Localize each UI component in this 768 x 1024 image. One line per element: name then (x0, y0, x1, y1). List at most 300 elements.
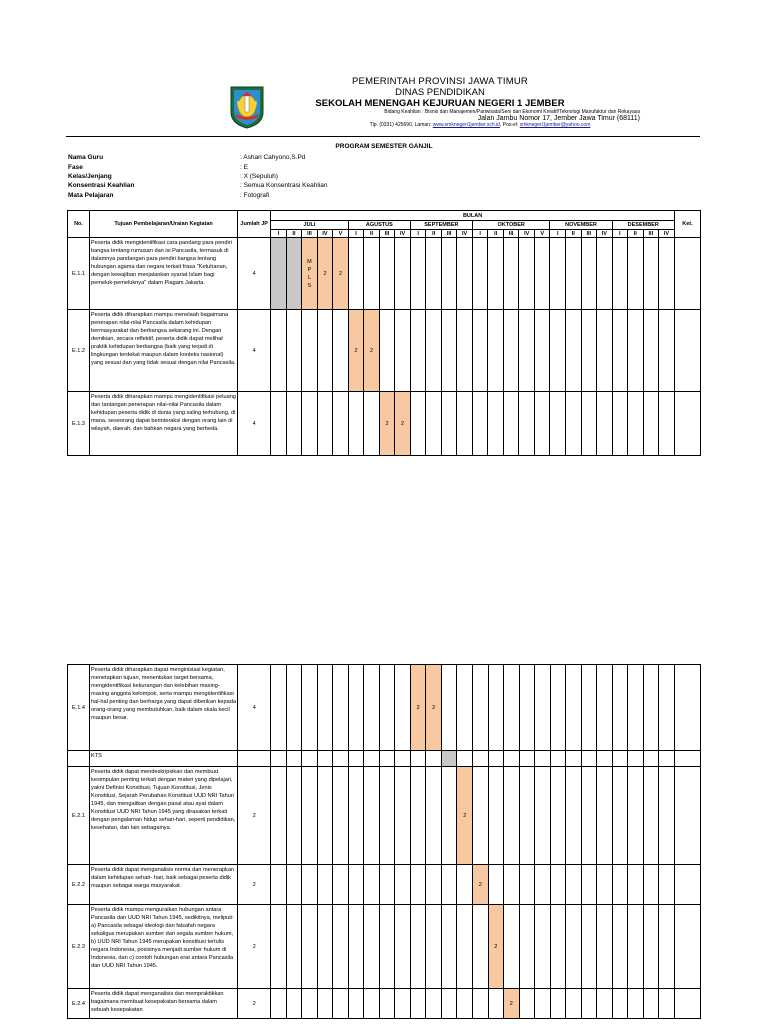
week-cell (566, 751, 582, 767)
week-cell (426, 865, 442, 905)
header-week: I (472, 230, 488, 238)
week-cell (534, 238, 550, 310)
row-jumlah-jp: 4 (238, 238, 271, 310)
letterhead-divider (66, 136, 700, 137)
row-jumlah-jp: 4 (238, 310, 271, 392)
week-cell (271, 238, 287, 310)
week-cell: 2 (364, 310, 380, 392)
week-cell (441, 392, 457, 456)
week-cell (550, 767, 566, 865)
semester-program-table-page2 (67, 664, 701, 1019)
week-cell (535, 767, 551, 865)
week-cell (317, 767, 333, 865)
week-cell (271, 989, 287, 1019)
week-cell (379, 865, 395, 905)
header-week: II (286, 230, 302, 238)
week-cell (612, 310, 628, 392)
info-value: : Fotografi (240, 192, 270, 199)
week-cell (317, 310, 333, 392)
week-cell (302, 751, 318, 767)
week-cell (504, 865, 520, 905)
row-number: E.2.2 (68, 865, 90, 905)
week-cell (286, 238, 302, 310)
week-cell (659, 751, 675, 767)
week-cell (441, 865, 457, 905)
week-cell: 2 (348, 310, 364, 392)
week-cell (519, 989, 535, 1019)
week-cell (286, 989, 302, 1019)
row-number: E.2.1 (68, 767, 90, 865)
week-cell (628, 310, 644, 392)
week-cell (395, 310, 411, 392)
week-cell (612, 905, 628, 989)
week-cell (488, 767, 504, 865)
week-cell (504, 751, 520, 767)
week-cell (286, 392, 302, 456)
header-week: V (534, 230, 550, 238)
week-cell (472, 310, 488, 392)
week-cell (534, 392, 550, 456)
week-cell (348, 905, 364, 989)
week-cell (628, 989, 644, 1019)
info-label: Kelas/Jenjang (68, 173, 112, 180)
table-row (68, 865, 701, 905)
week-cell (504, 665, 520, 751)
week-cell (550, 989, 566, 1019)
row-number: E.1.1 (68, 238, 90, 310)
week-cell (643, 310, 659, 392)
week-cell (643, 238, 659, 310)
week-cell (364, 865, 380, 905)
week-cell (395, 989, 411, 1019)
week-cell (457, 238, 473, 310)
week-cell (286, 767, 302, 865)
school-email-link[interactable]: smknegeri1jember@yahoo.com (519, 122, 591, 128)
week-cell (348, 392, 364, 456)
week-cell (271, 392, 287, 456)
header-week: III (643, 230, 659, 238)
letterhead-province: PEMERINTAH PROVINSI JAWA TIMUR (352, 76, 528, 87)
week-cell: 2 (504, 989, 520, 1019)
week-cell (302, 665, 318, 751)
week-cell (364, 392, 380, 456)
week-cell (379, 905, 395, 989)
table-row (68, 238, 701, 310)
week-cell (659, 665, 675, 751)
week-cell (271, 665, 287, 751)
week-cell (519, 767, 535, 865)
week-cell (519, 865, 535, 905)
week-cell (550, 238, 566, 310)
week-cell (271, 751, 287, 767)
header-jumlah-jp: Jumlah JP (238, 211, 271, 238)
contact-email-label: , Pos-el: (499, 122, 519, 128)
week-cell (503, 310, 519, 392)
week-cell (333, 989, 349, 1019)
header-week: III (581, 230, 597, 238)
header-month: AGUSTUS (348, 221, 410, 230)
letterhead-contact (240, 122, 640, 128)
week-cell (302, 238, 318, 310)
week-cell (441, 905, 457, 989)
week-cell (426, 310, 442, 392)
week-cell (395, 865, 411, 905)
row-number: E.2.3 (68, 905, 90, 989)
week-cell (597, 905, 613, 989)
letterhead-school-name: SEKOLAH MENENGAH KEJURUAN NEGERI 1 JEMBER (315, 98, 565, 109)
header-no: No. (68, 211, 90, 238)
week-cell (410, 905, 426, 989)
week-cell (659, 865, 675, 905)
contact-phone: Tlp. (0331) 425690, Laman: (369, 122, 432, 128)
row-description: Peserta didik diharapkan dapat menginisiasi kegiatan, menetapkan tujuan, menentukan target bersama, mengidentifikasi kekurangan dan kelebihan masing- masing anggota kelompok, serta mampu mengidentifikasi hal-hal penting dan berharga yang dapat diberikan kepada orang-orang yang membutuhkan, baik dalam skala kecil maupun besar. (90, 665, 238, 751)
header-row-bulan (68, 211, 701, 221)
week-cell (426, 751, 442, 767)
header-week: I (348, 230, 364, 238)
week-cell (457, 865, 473, 905)
week-cell (348, 751, 364, 767)
week-cell (550, 310, 566, 392)
week-cell (286, 865, 302, 905)
header-week: I (612, 230, 628, 238)
week-cell (566, 905, 582, 989)
week-cell (333, 865, 349, 905)
week-cell (597, 238, 613, 310)
table-row (68, 665, 701, 751)
row-number: E.1.2 (68, 310, 90, 392)
week-cell (410, 392, 426, 456)
week-cell (348, 767, 364, 865)
row-number (68, 751, 90, 767)
week-cell (612, 238, 628, 310)
week-cell (628, 751, 644, 767)
header-month: DESEMBER (612, 221, 674, 230)
school-website-link[interactable]: www.smknegeri1jember.sch.id (432, 122, 500, 128)
week-cell (271, 767, 287, 865)
week-cell (426, 905, 442, 989)
week-cell (535, 751, 551, 767)
row-jumlah-jp: 4 (238, 665, 271, 751)
week-cell (379, 665, 395, 751)
header-week: II (364, 230, 380, 238)
week-cell (519, 751, 535, 767)
week-cell: 2 (333, 238, 349, 310)
header-week: IV (395, 230, 411, 238)
header-month: SEPTEMBER (410, 221, 472, 230)
table-row (68, 392, 701, 456)
week-cell (597, 310, 613, 392)
week-cell (395, 665, 411, 751)
week-cell (271, 905, 287, 989)
week-cell (441, 310, 457, 392)
week-cell (302, 392, 318, 456)
row-jumlah-jp: 2 (238, 865, 271, 905)
week-cell (379, 989, 395, 1019)
week-cell (441, 665, 457, 751)
week-cell (535, 865, 551, 905)
row-description: Peserta didik dapat menganalisis dan mempraktikkan bagaimana membuat kesepakatan bersama dalam sebuah kesepakatan (90, 989, 238, 1019)
week-cell (348, 865, 364, 905)
row-ket (674, 665, 700, 751)
week-cell (503, 392, 519, 456)
week-cell (581, 767, 597, 865)
week-cell (659, 392, 675, 456)
week-cell (504, 905, 520, 989)
table-row (68, 989, 701, 1019)
week-cell (473, 989, 489, 1019)
week-cell (566, 665, 582, 751)
info-label: Mata Pelajaran (68, 192, 114, 199)
week-cell (271, 865, 287, 905)
week-cell (473, 905, 489, 989)
info-label: Fase (68, 164, 83, 171)
week-cell (286, 751, 302, 767)
week-cell (519, 310, 535, 392)
week-cell (612, 865, 628, 905)
week-cell (473, 751, 489, 767)
week-cell (441, 767, 457, 865)
row-jumlah-jp: 2 (238, 989, 271, 1019)
week-cell (333, 392, 349, 456)
week-cell (473, 665, 489, 751)
week-cell (550, 751, 566, 767)
header-tujuan: Tujuan Pembelajaran/Uraian Kegiatan (90, 211, 238, 238)
week-cell (395, 767, 411, 865)
week-cell: 2 (457, 767, 473, 865)
week-cell (395, 905, 411, 989)
week-cell (612, 751, 628, 767)
week-cell (628, 767, 644, 865)
week-cell (535, 665, 551, 751)
week-cell (473, 767, 489, 865)
week-cell (457, 989, 473, 1019)
week-cell (410, 238, 426, 310)
week-cell (302, 865, 318, 905)
header-week: III (441, 230, 457, 238)
week-cell (379, 310, 395, 392)
week-cell (441, 238, 457, 310)
week-cell (628, 865, 644, 905)
info-value: : Ashari Cahyono,S.Pd (240, 154, 306, 161)
week-cell (395, 751, 411, 767)
week-cell (519, 238, 535, 310)
info-label: Nama Guru (68, 154, 104, 161)
week-cell (410, 989, 426, 1019)
row-jumlah-jp: 4 (238, 392, 271, 456)
week-cell: 2 (395, 392, 411, 456)
letterhead-address: Jalan Jambu Nomor 17, Jember Jawa Timur (68111) (477, 115, 640, 122)
header-week: II (488, 230, 504, 238)
week-cell (488, 751, 504, 767)
week-cell (581, 865, 597, 905)
week-cell (581, 989, 597, 1019)
week-cell (286, 310, 302, 392)
week-cell (410, 865, 426, 905)
week-cell (348, 989, 364, 1019)
week-cell (302, 989, 318, 1019)
week-cell (317, 751, 333, 767)
week-cell (488, 310, 504, 392)
week-cell (659, 767, 675, 865)
week-cell (379, 767, 395, 865)
week-cell (566, 767, 582, 865)
row-jumlah-jp: 2 (238, 767, 271, 865)
header-month: NOVEMBER (550, 221, 612, 230)
week-cell (566, 989, 582, 1019)
week-cell (612, 989, 628, 1019)
header-week: IV (659, 230, 675, 238)
row-description: Peserta didik diharapkan mampu menelaah bagaimana penerapan nilai-nilai Pancasila dalam kehidupan bermasyarakat dan berbangsa sekarang ini. Dengan demikian, secara reflektif, peserta didik dapat melihat praktik kehidupan berbangsa (baik yang terjadi di lingkungan terdekat maupun dalam konteks nasional) yang sesuai dan yang tidak sesuai dengan nilai Pancasila. (90, 310, 238, 392)
header-week: I (410, 230, 426, 238)
row-number: E.1.4 (68, 665, 90, 751)
week-cell (566, 865, 582, 905)
week-cell (628, 665, 644, 751)
week-cell (643, 865, 659, 905)
week-cell (597, 767, 613, 865)
header-month: JULI (271, 221, 349, 230)
letterhead-department: DINAS PENDIDIKAN (395, 87, 485, 98)
week-cell (581, 751, 597, 767)
week-cell (426, 989, 442, 1019)
week-cell (317, 865, 333, 905)
week-cell (488, 865, 504, 905)
week-cell (488, 989, 504, 1019)
week-cell (348, 238, 364, 310)
header-week: II (628, 230, 644, 238)
week-cell (503, 238, 519, 310)
row-description: Peserta didik mampu menguraikan hubungan antara Pancasila dan UUD NRI Tahun 1945, sedikitnya, meliputi: a) Pancasila sebagai ideologi dan falsafah negara sekaligus merupakan sumber dari segala sumber hukum, b) UUD NRI Tahun 1945 merupakan konstitusi tertulis negara Indonesia, posisinya menjadi sumber hukum di Indonesia, dan c) contoh hubungan erat antara Pancasila dan UUD NRI Tahun 1945. (90, 905, 238, 989)
week-cell (519, 392, 535, 456)
week-cell (457, 905, 473, 989)
semester-program-table-page1 (67, 210, 701, 456)
week-cell (504, 767, 520, 865)
row-ket (674, 310, 700, 392)
week-cell (597, 751, 613, 767)
row-description: Peserta didik dapat mendeskripsikan dan membuat kesimpulan penting terkait dengan materi yang dipelajari, yakni Definisi Konstitusi, Tujuan Konstitusi, Jenis Konstitusi, Sejarah Perubahan Konstitusi UUD NRI Tahun 1945, dan mengaitkan dengan pasal atau ayat dalam Konstitusi UUD NRI Tahun 1945 yang dirasakan terkait dengan pengalaman hidup sehari-hari, seperti pendidikan, kesehatan, dan lain sebagainya. (90, 767, 238, 865)
row-jumlah-jp: 2 (238, 905, 271, 989)
week-cell (410, 751, 426, 767)
info-value: : E (240, 164, 248, 171)
week-cell (317, 989, 333, 1019)
week-cell (426, 392, 442, 456)
week-cell (457, 665, 473, 751)
mpls-label: M P L S (307, 258, 312, 289)
week-cell (457, 751, 473, 767)
week-cell (348, 665, 364, 751)
week-cell (333, 665, 349, 751)
week-cell (643, 905, 659, 989)
week-cell (364, 767, 380, 865)
week-cell (302, 310, 318, 392)
week-cell (426, 238, 442, 310)
row-ket (674, 905, 700, 989)
row-ket (674, 238, 700, 310)
week-cell (612, 392, 628, 456)
week-cell (581, 392, 597, 456)
week-cell (519, 905, 535, 989)
week-cell (395, 238, 411, 310)
week-cell (550, 392, 566, 456)
week-cell (659, 238, 675, 310)
table-row (68, 767, 701, 865)
week-cell (441, 989, 457, 1019)
week-cell (488, 665, 504, 751)
week-cell (333, 751, 349, 767)
week-cell (317, 665, 333, 751)
header-ket: Ket. (674, 211, 700, 238)
week-cell (286, 905, 302, 989)
week-cell (286, 665, 302, 751)
week-cell (364, 238, 380, 310)
row-number: E.1.3 (68, 392, 90, 456)
letterhead-fields: Bidang Keahlian : Bisnis dan Manajemen/Pariwisata/Seni dan Ekonomi Kreatif/Teknologi Manufaktur dan Rekayasa (384, 109, 640, 115)
week-cell (565, 392, 581, 456)
week-cell (659, 989, 675, 1019)
header-week: IV (317, 230, 333, 238)
week-cell (472, 392, 488, 456)
info-label: Konsentrasi Keahlian (68, 182, 135, 189)
week-cell: 2 (473, 865, 489, 905)
week-cell (550, 665, 566, 751)
table-row (68, 751, 701, 767)
week-cell (364, 905, 380, 989)
week-cell (364, 989, 380, 1019)
week-cell (364, 751, 380, 767)
row-ket (674, 767, 700, 865)
week-cell (659, 905, 675, 989)
week-cell (457, 392, 473, 456)
week-cell (271, 310, 287, 392)
week-cell (643, 989, 659, 1019)
header-week: III (379, 230, 395, 238)
week-cell (550, 865, 566, 905)
week-cell (519, 665, 535, 751)
week-cell (581, 905, 597, 989)
row-jumlah-jp (238, 751, 271, 767)
header-week: I (550, 230, 566, 238)
week-cell (457, 310, 473, 392)
week-cell (597, 665, 613, 751)
week-cell (628, 392, 644, 456)
week-cell (581, 310, 597, 392)
week-cell (628, 905, 644, 989)
week-cell (597, 392, 613, 456)
week-cell (565, 310, 581, 392)
header-week: IV (457, 230, 473, 238)
week-cell (643, 665, 659, 751)
header-week: III (503, 230, 519, 238)
header-week: I (271, 230, 287, 238)
header-week: II (565, 230, 581, 238)
week-cell (333, 310, 349, 392)
week-cell (643, 751, 659, 767)
letterhead (240, 76, 640, 128)
week-cell (379, 238, 395, 310)
program-title: PROGRAM SEMESTER GANJIL (335, 143, 433, 150)
row-description: Peserta didik mengidentifikasi cara pandang para pendiri bangsa tentang rumusan dan isi Pancasila, termasuk di dalamnya pandangan para pendiri bangsa tentang hubungan agama dan negara terkait frasa "Ketuhanan, dengan kewajiban menjalankan syariat Islam bagi pemeluk-pemeluknya" dalam Piagam Jakarta. (90, 238, 238, 310)
week-cell (597, 989, 613, 1019)
week-cell (488, 392, 504, 456)
week-cell (488, 238, 504, 310)
week-cell (317, 905, 333, 989)
week-cell: 2 (488, 905, 504, 989)
week-cell (565, 238, 581, 310)
week-cell (643, 392, 659, 456)
header-week: III (302, 230, 318, 238)
week-cell (302, 767, 318, 865)
row-description: Peserta didik diharapkan mampu mengidentifikasi peluang dan tantangan penerapan nilai-nilai Pancasila dalam kehidupan peserta didik di dunia yang saling terhubung, di mana, seseorang dapat berinteraksi dengan orang lain di wilayah, daerah, dan bahkan negara yang berbeda. (90, 392, 238, 456)
row-description: Peserta didik dapat menganalisis norma dan menerapkan dalam kehidupan sehari- hari, baik sebagai peserta didik maupun sebagai warga masyarakat. (90, 865, 238, 905)
